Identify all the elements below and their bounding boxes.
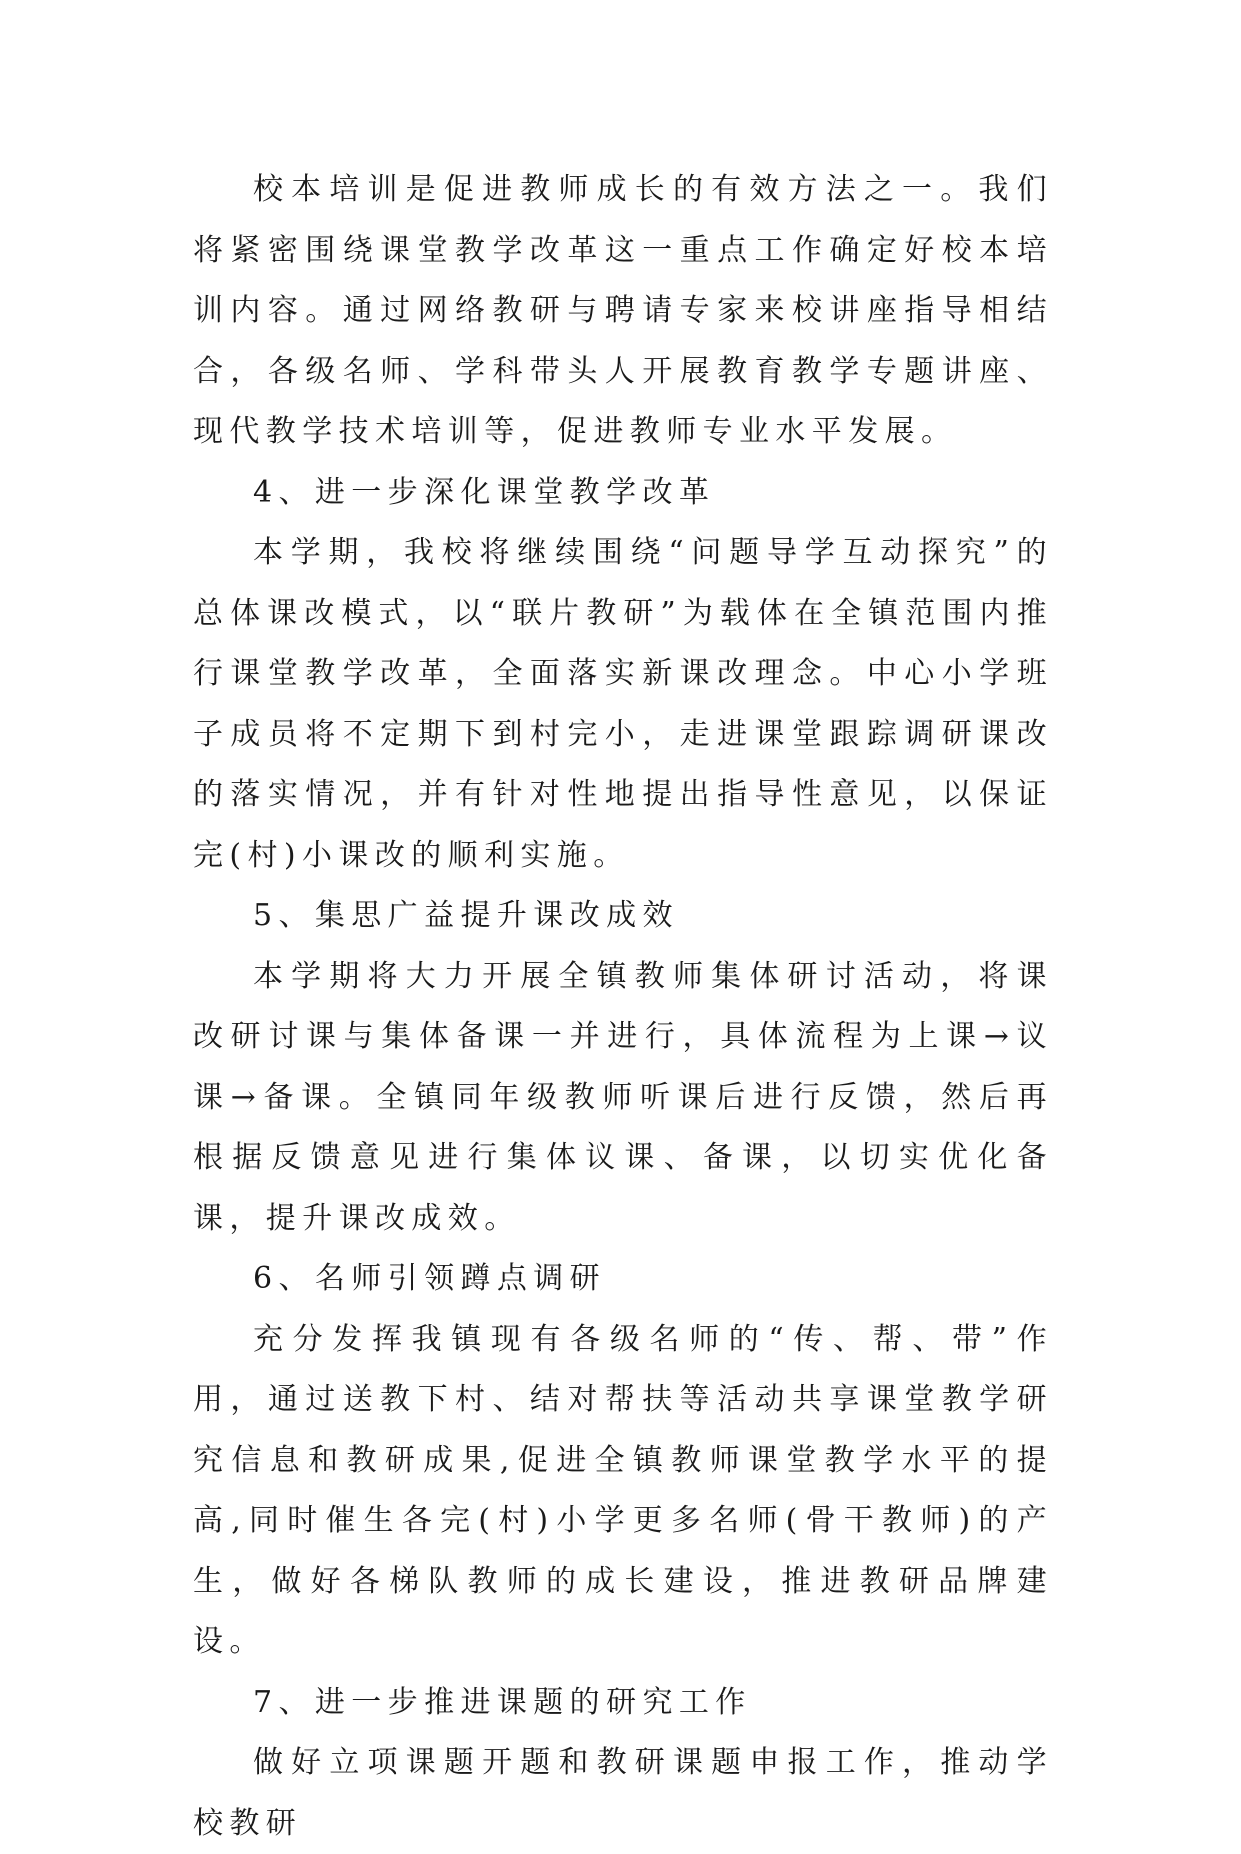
paragraph-school-training: 校本培训是促进教师成长的有效方法之一。我们将紧密围绕课堂教学改革这一重点工作确定好校本培训内容。通过网络教研与聘请专家来校讲座指导相结合，各级名师、学科带头人开展教育教学专题讲座、现代教学技术培训等，促进教师专业水平发展。 — [193, 172, 1053, 449]
document-body — [193, 160, 1053, 1854]
paragraph-collective-research: 本学期将大力开展全镇教师集体研讨活动，将课改研讨课与集体备课一并进行，具体流程为上课→议课→备课。全镇同年级教师听课后进行反馈，然后再根据反馈意见进行集体议课、备课，以切实优化备课，提升课改成效。 — [193, 958, 1053, 1236]
section-heading-5: 5、集思广益提升课改成效 — [253, 898, 679, 933]
section-heading-4: 4、进一步深化课堂教学改革 — [253, 474, 716, 510]
paragraph-classroom-reform: 本学期，我校将继续围绕“问题导学互动探究”的总体课改模式，以“联片教研”为载体在全镇范围内推行课堂教学改革，全面落实新课改理念。中心小学班子成员将不定期下到村完小，走进课堂跟踪调研课改的落实情况，并有针对性地提出指导性意见，以保证完(村)小课改的顺利实施。 — [193, 535, 1053, 873]
paragraph-famous-teachers: 充分发挥我镇现有各级名师的“传、帮、带”作用，通过送教下村、结对帮扶等活动共享课堂教学研究信息和教研成果,促进全镇教师课堂教学水平的提高,同时催生各完(村)小学更多名师(骨干教师)的产生，做好各梯队教师的成长建设，推进教研品牌建设。 — [193, 1321, 1053, 1659]
paragraph-research-topics: 做好立项课题开题和教研课题申报工作，推动学校教研 — [193, 1745, 1053, 1841]
section-heading-7: 7、进一步推进课题的研究工作 — [253, 1684, 752, 1720]
section-heading-6: 6、名师引领蹲点调研 — [253, 1261, 607, 1296]
